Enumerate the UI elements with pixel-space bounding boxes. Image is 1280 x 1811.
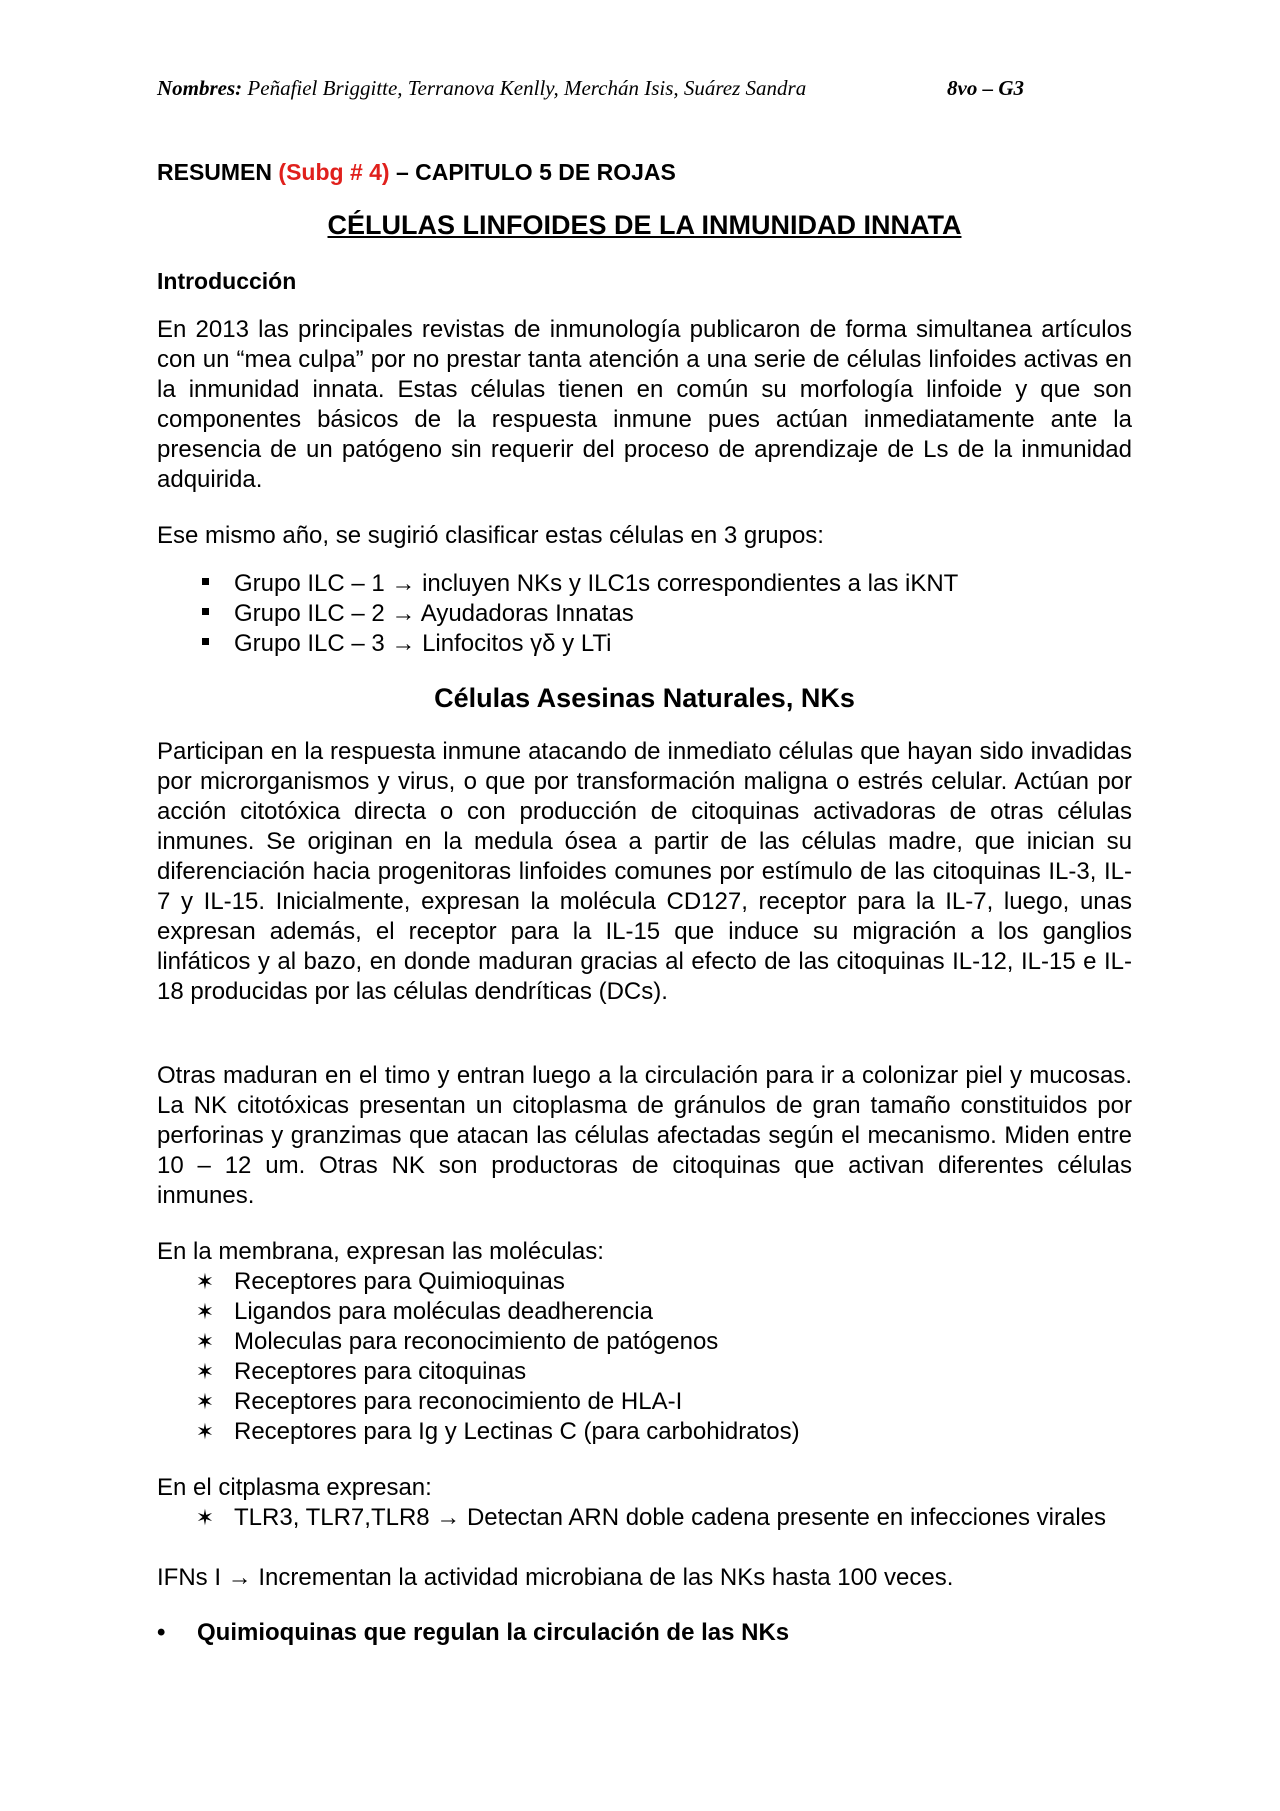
groups-intro: Ese mismo año, se sugirió clasificar estas células en 3 grupos: — [157, 522, 824, 549]
bullet-icon: • — [157, 1619, 166, 1646]
nk-paragraph-2: Otras maduran en el timo y entran luego a la circulación para ir a colonizar piel y mucosas. La NK citotóxicas presentan un citoplasma de gránulos de gran tamaño constituidos por perforinas y granzimas que atacan las células afectadas según el mecanismo. Miden entre 10 – 12 um. Otras NK son productoras de citoquinas que activan diferentes células inmunes. — [157, 1062, 1132, 1209]
membrane-list — [157, 1267, 1132, 1447]
group-label: 8vo – G3 — [947, 76, 1024, 100]
asterisk-bullet-icon: ✶ — [195, 1389, 215, 1414]
membrane-intro: En la membrana, expresan las moléculas: — [157, 1238, 604, 1265]
summary-heading — [157, 159, 676, 186]
author-names: Peñafiel Briggitte, Terranova Kenlly, Merchán Isis, Suárez Sandra — [247, 76, 807, 100]
nk-heading: Células Asesinas Naturales, NKs — [434, 683, 855, 713]
summary-suffix: – CAPITULO 5 DE ROJAS — [395, 159, 676, 185]
ifn-line: IFNs I → Incrementan la actividad microbiana de las NKs hasta 100 veces. — [157, 1564, 954, 1591]
asterisk-bullet-icon: ✶ — [195, 1359, 215, 1384]
cytoplasm-intro: En el citplasma expresan: — [157, 1474, 432, 1501]
nk-paragraph-1: Participan en la respuesta inmune atacando de inmediato células que hayan sido invadidas por microrganismos y virus, o que por transformación maligna o estrés celular. Actúan por acción citotóxica directa o con producción de citoquinas activadoras de otras células inmunes. Se originan en la medula ósea a partir de las células madre, que inician su diferenciación hacia progenitoras linfoides comunes por estímulo de las citoquinas IL-3, IL-7 y IL-15. Inicialmente, expresan la molécula CD127, receptor para la IL-7, luego, unas expresan además, el receptor para la IL-15 que induce su migración a los ganglios linfáticos y al bazo, en donde maduran gracias al efecto de las citoquinas IL-12, IL-15 e IL-18 producidas por las células dendríticas (DCs). — [157, 738, 1132, 1005]
cytoplasm-list — [157, 1503, 1132, 1533]
asterisk-bullet-icon: ✶ — [195, 1505, 215, 1530]
list-item: ✶ Receptores para Ig y Lectinas C (para carbohidratos) — [195, 1418, 800, 1445]
square-bullet-icon — [202, 578, 209, 585]
subgroup-label: (Subg # 4) — [278, 159, 390, 185]
chemokines-heading: • Quimioquinas que regulan la circulación de las NKs — [157, 1619, 790, 1646]
list-item: ✶ Ligandos para moléculas deadherencia — [195, 1298, 653, 1325]
square-bullet-icon — [202, 638, 209, 645]
list-item: ✶ Receptores para citoquinas — [195, 1358, 527, 1385]
list-item: Grupo ILC – 3 → Linfocitos γδ y LTi — [157, 629, 1132, 659]
list-item: ✶ Moleculas para reconocimiento de patógenos — [195, 1328, 719, 1355]
list-item: ✶ TLR3, TLR7,TLR8 → Detectan ARN doble cadena presente en infecciones virales — [195, 1504, 1107, 1531]
page-header — [157, 76, 1057, 101]
list-item: ✶ Receptores para Quimioquinas — [195, 1268, 565, 1295]
square-bullet-icon — [202, 608, 209, 615]
intro-heading: Introducción — [157, 268, 297, 294]
document-title: CÉLULAS LINFOIDES DE LA INMUNIDAD INNATA — [327, 210, 962, 240]
list-item: Grupo ILC – 2 → Ayudadoras Innatas — [157, 599, 1132, 629]
list-item: Grupo ILC – 1 → incluyen NKs y ILC1s correspondientes a las iKNT — [157, 569, 1132, 599]
groups-list — [157, 569, 1132, 659]
summary-prefix: RESUMEN — [157, 159, 273, 185]
asterisk-bullet-icon: ✶ — [195, 1419, 215, 1444]
asterisk-bullet-icon: ✶ — [195, 1299, 215, 1324]
list-item: ✶ Receptores para reconocimiento de HLA-I — [195, 1388, 683, 1415]
asterisk-bullet-icon: ✶ — [195, 1329, 215, 1354]
asterisk-bullet-icon: ✶ — [195, 1269, 215, 1294]
names-label: Nombres: — [157, 76, 243, 100]
intro-paragraph: En 2013 las principales revistas de inmunología publicaron de forma simultanea artículos con un “mea culpa” por no prestar tanta atención a una serie de células linfoides activas en la inmunidad innata. Estas células tienen en común su morfología linfoide y que son componentes básicos de la respuesta inmune pues actúan inmediatamente ante la presencia de un patógeno sin requerir del proceso de aprendizaje de Ls de la inmunidad adquirida. — [157, 316, 1132, 493]
